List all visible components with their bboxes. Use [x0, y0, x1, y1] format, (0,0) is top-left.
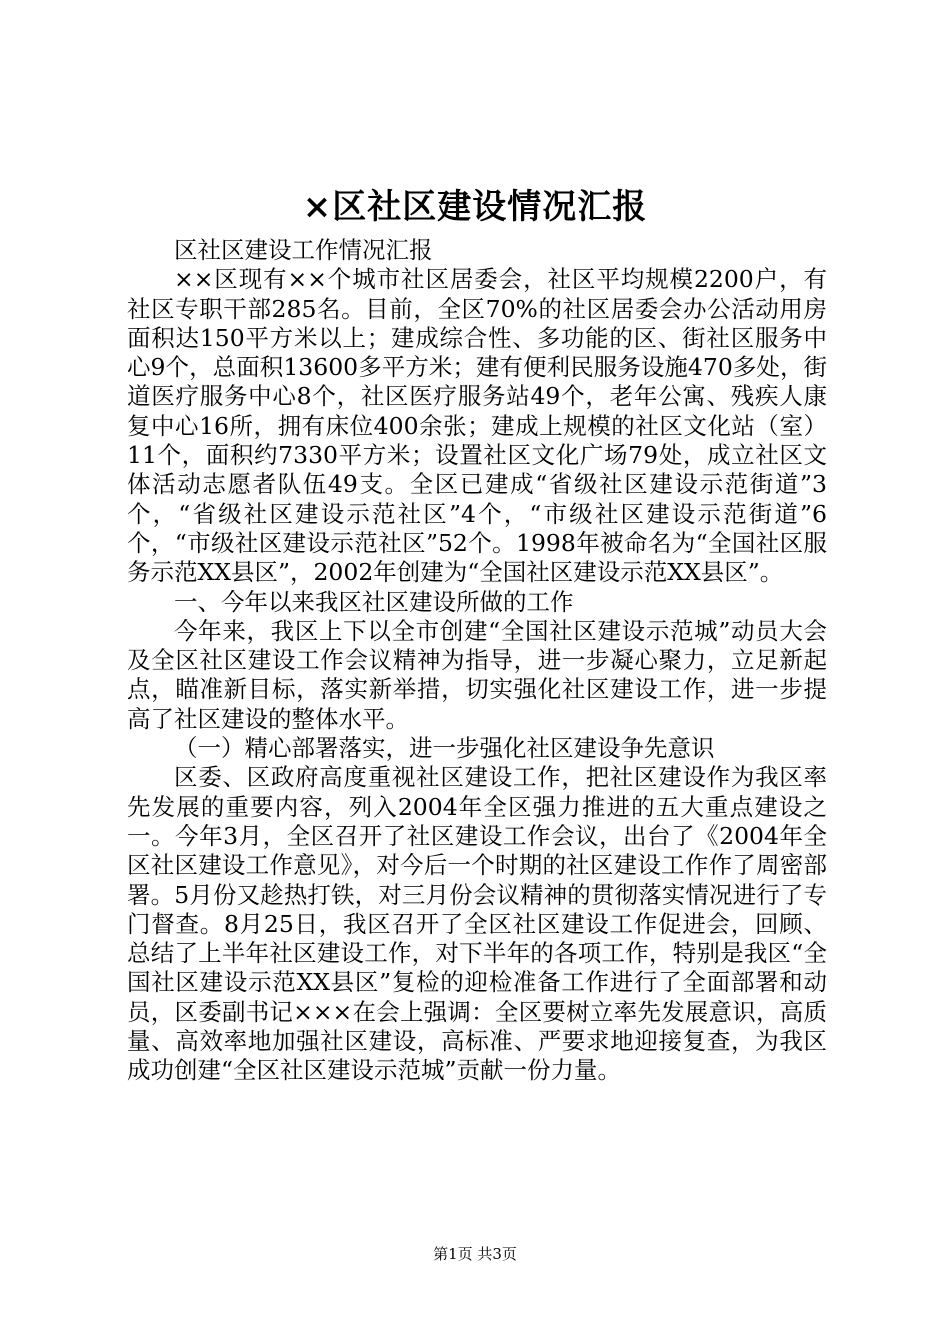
paragraph-subtitle: 区社区建设工作情况汇报	[174, 236, 433, 264]
page-footer: 第1页 共3页	[433, 1245, 517, 1263]
section-heading-1: 一、今年以来我区社区建设所做的工作	[174, 587, 574, 616]
paragraph-intro: 今年来，我区上下以全市创建“全国社区建设示范城”动员大会及全区社区建设工作会议精神为指导，进一步凝心聚力，立足新起点，瞄准新目标，落实新举措，切实强化社区建设工作，进一步提高了社区建设的整体水平。	[127, 616, 827, 733]
paragraph-overview: ××区现有××个城市社区居委会，社区平均规模2200户，有社区专职干部285名。目前，全区70%的社区居委会办公活动用房面积达150平方米以上；建成综合性、多功能的区、街社区服务中心9个，总面积13600多平方米；建有便利民服务设施470多处，街道医疗服务中心8个，社区医疗服务站49个，老年公寓、残疾人康复中心16所，拥有床位400余张；建成上规模的社区文化站（室）11个，面积约7330平方米；设置社区文化广场79处，成立社区文体活动志愿者队伍49支。全区已建成“省级社区建设示范街道”3个，“省级社区建设示范社区”4个，“市级社区建设示范街道”6个，“市级社区建设示范社区”52个。1998年被命名为“全国社区服务示范XX县区”，2002年创建为“全国社区建设示范XX县区”。	[127, 265, 827, 587]
document-body	[127, 236, 827, 1086]
document-title: ×区社区建设情况汇报	[302, 187, 648, 227]
paragraph-deployment: 区委、区政府高度重视社区建设工作，把社区建设作为我区率先发展的重要内容，列入2004年全区强力推进的五大重点建设之一。今年3月，全区召开了社区建设工作会议，出台了《2004年全区社区建设工作意见》，对今后一个时期的社区建设工作作了周密部署。5月份又趁热打铁，对三月份会议精神的贯彻落实情况进行了专门督查。8月25日，我区召开了全区社区建设工作促进会，回顾、总结了上半年社区建设工作，对下半年的各项工作，特别是我区“全国社区建设示范XX县区”复检的迎检准备工作进行了全面部署和动员，区委副书记×××在会上强调：全区要树立率先发展意识，高质量、高效率地加强社区建设，高标准、严要求地迎接复查，为我区成功创建“全区社区建设示范城”贡献一份力量。	[127, 763, 827, 1085]
subsection-heading-1: （一）精心部署落实，进一步强化社区建设争先意识	[174, 734, 715, 763]
